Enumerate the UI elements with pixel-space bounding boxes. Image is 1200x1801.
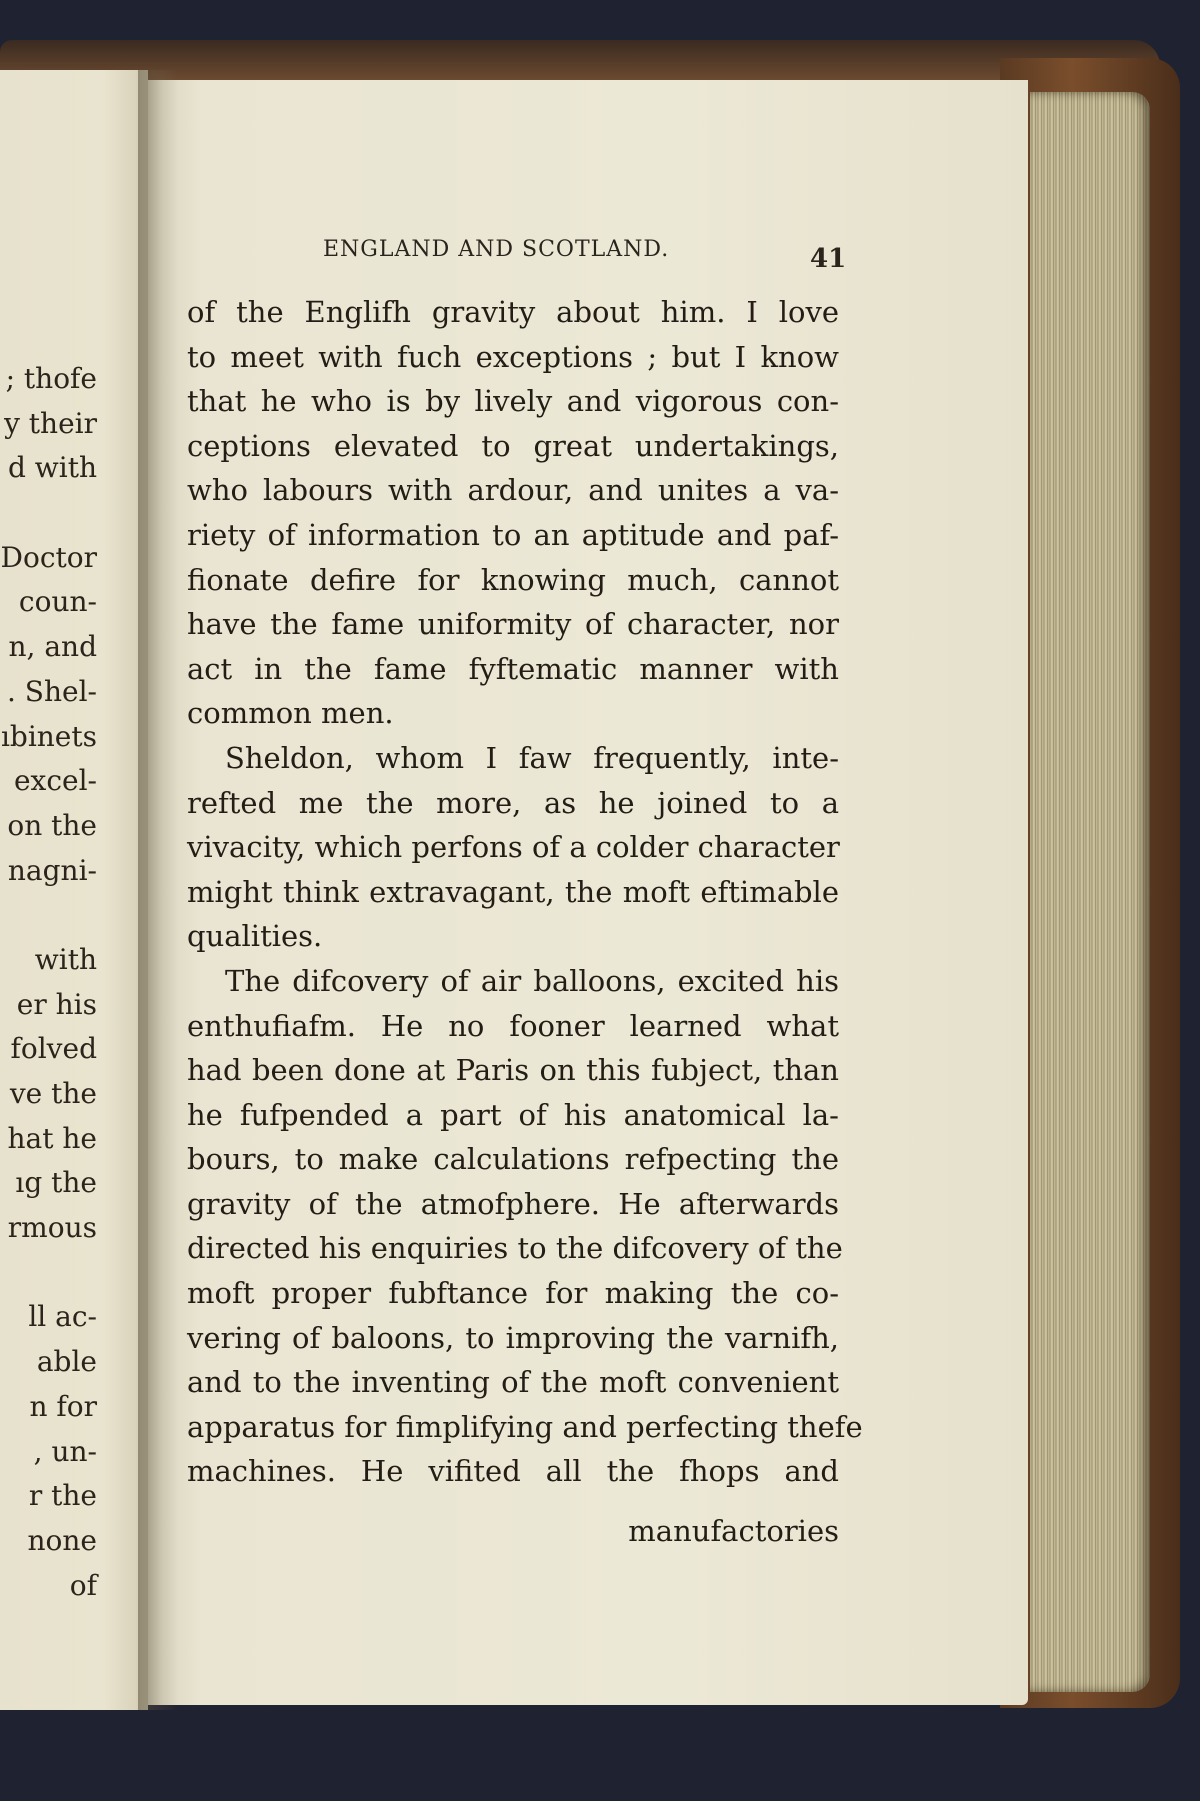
text-line: Sheldon, whom I faw frequently, inte- — [225, 740, 839, 775]
text-line: have the fame uniformity of character, nor — [187, 607, 839, 642]
left-line: n for — [29, 1389, 97, 1423]
text-line: and to the inventing of the moft convenient — [187, 1365, 839, 1400]
left-line: d with — [7, 451, 97, 485]
text-line: The difcovery of air balloons, excited his — [225, 963, 839, 998]
gutter-shadow — [138, 70, 178, 1710]
left-line: ıg the — [15, 1166, 97, 1200]
left-line: y their — [4, 406, 97, 440]
text-line: moft proper fubftance for making the co- — [187, 1276, 839, 1311]
left-page-text — [0, 357, 97, 1608]
left-line — [0, 491, 97, 536]
text-line: bours, to make calculations refpecting the — [187, 1142, 839, 1177]
left-line: rmous — [7, 1211, 97, 1245]
left-line: ve the — [9, 1077, 97, 1110]
text-line: gravity of the atmofphere. He afterwards — [187, 1186, 839, 1221]
left-line: able — [36, 1345, 97, 1379]
text-line: refted me the more, as he joined to a — [187, 785, 839, 820]
running-head: ENGLAND AND SCOTLAND. — [323, 237, 670, 262]
text-line: apparatus for fimplifying and perfecting thefe — [187, 1409, 863, 1444]
text-line: qualities. — [187, 919, 323, 954]
text-line: vivacity, which perfons of a colder character — [187, 830, 840, 865]
left-line: , un- — [33, 1434, 97, 1468]
text-line: fionate defire for knowing much, cannot — [187, 562, 839, 597]
text-line: might think extravagant, the moft eftimable — [187, 874, 839, 909]
left-line: ıbinets — [0, 719, 97, 753]
text-line: he fufpended a part of his anatomical la- — [187, 1097, 839, 1132]
left-page — [0, 70, 148, 1710]
left-line: ; thofe — [5, 362, 97, 395]
left-line: nagni- — [7, 853, 97, 887]
left-line: r the — [28, 1479, 97, 1513]
text-line: enthufiafm. He no fooner learned what — [187, 1008, 839, 1043]
text-line: common men. — [187, 696, 394, 731]
left-line: hat he — [7, 1121, 97, 1155]
text-line: of the Englifh gravity about him. I love — [187, 295, 839, 329]
page-number: 41 — [810, 244, 847, 274]
text-line: directed his enquiries to the difcovery of the — [187, 1231, 843, 1266]
text-line: that he who is by lively and vigorous con- — [187, 384, 839, 419]
left-line: er his — [16, 987, 97, 1021]
text-line: had been done at Paris on this fubject, than — [187, 1053, 839, 1088]
left-line: none — [27, 1523, 97, 1557]
text-line: machines. He vifited all the fhops and — [187, 1454, 839, 1489]
left-line: on the — [7, 808, 97, 842]
left-line: of — [69, 1568, 97, 1602]
left-line: n, and — [8, 630, 97, 664]
left-line: coun- — [18, 585, 97, 619]
left-line: excel- — [13, 764, 97, 798]
text-line: to meet with fuch exceptions ; but I know — [187, 339, 839, 374]
text-line: riety of information to an aptitude and paf- — [187, 517, 839, 552]
body-text — [187, 290, 863, 1494]
left-line: ll ac- — [28, 1300, 97, 1334]
text-line: act in the fame fyftematic manner with — [187, 651, 839, 686]
page-block-edge — [1030, 92, 1150, 1692]
left-line: with — [34, 942, 97, 976]
text-line: vering of baloons, to improving the varnifh, — [187, 1320, 839, 1355]
catchword: manufactories — [628, 1514, 839, 1548]
left-line — [0, 893, 97, 938]
text-line: ceptions elevated to great undertakings, — [187, 428, 839, 463]
text-line: who labours with ardour, and unites a va- — [187, 473, 839, 508]
left-line: . Shel- — [6, 674, 97, 708]
left-line: folved — [10, 1032, 97, 1066]
left-line — [0, 1251, 97, 1296]
left-line: Doctor — [0, 540, 97, 574]
